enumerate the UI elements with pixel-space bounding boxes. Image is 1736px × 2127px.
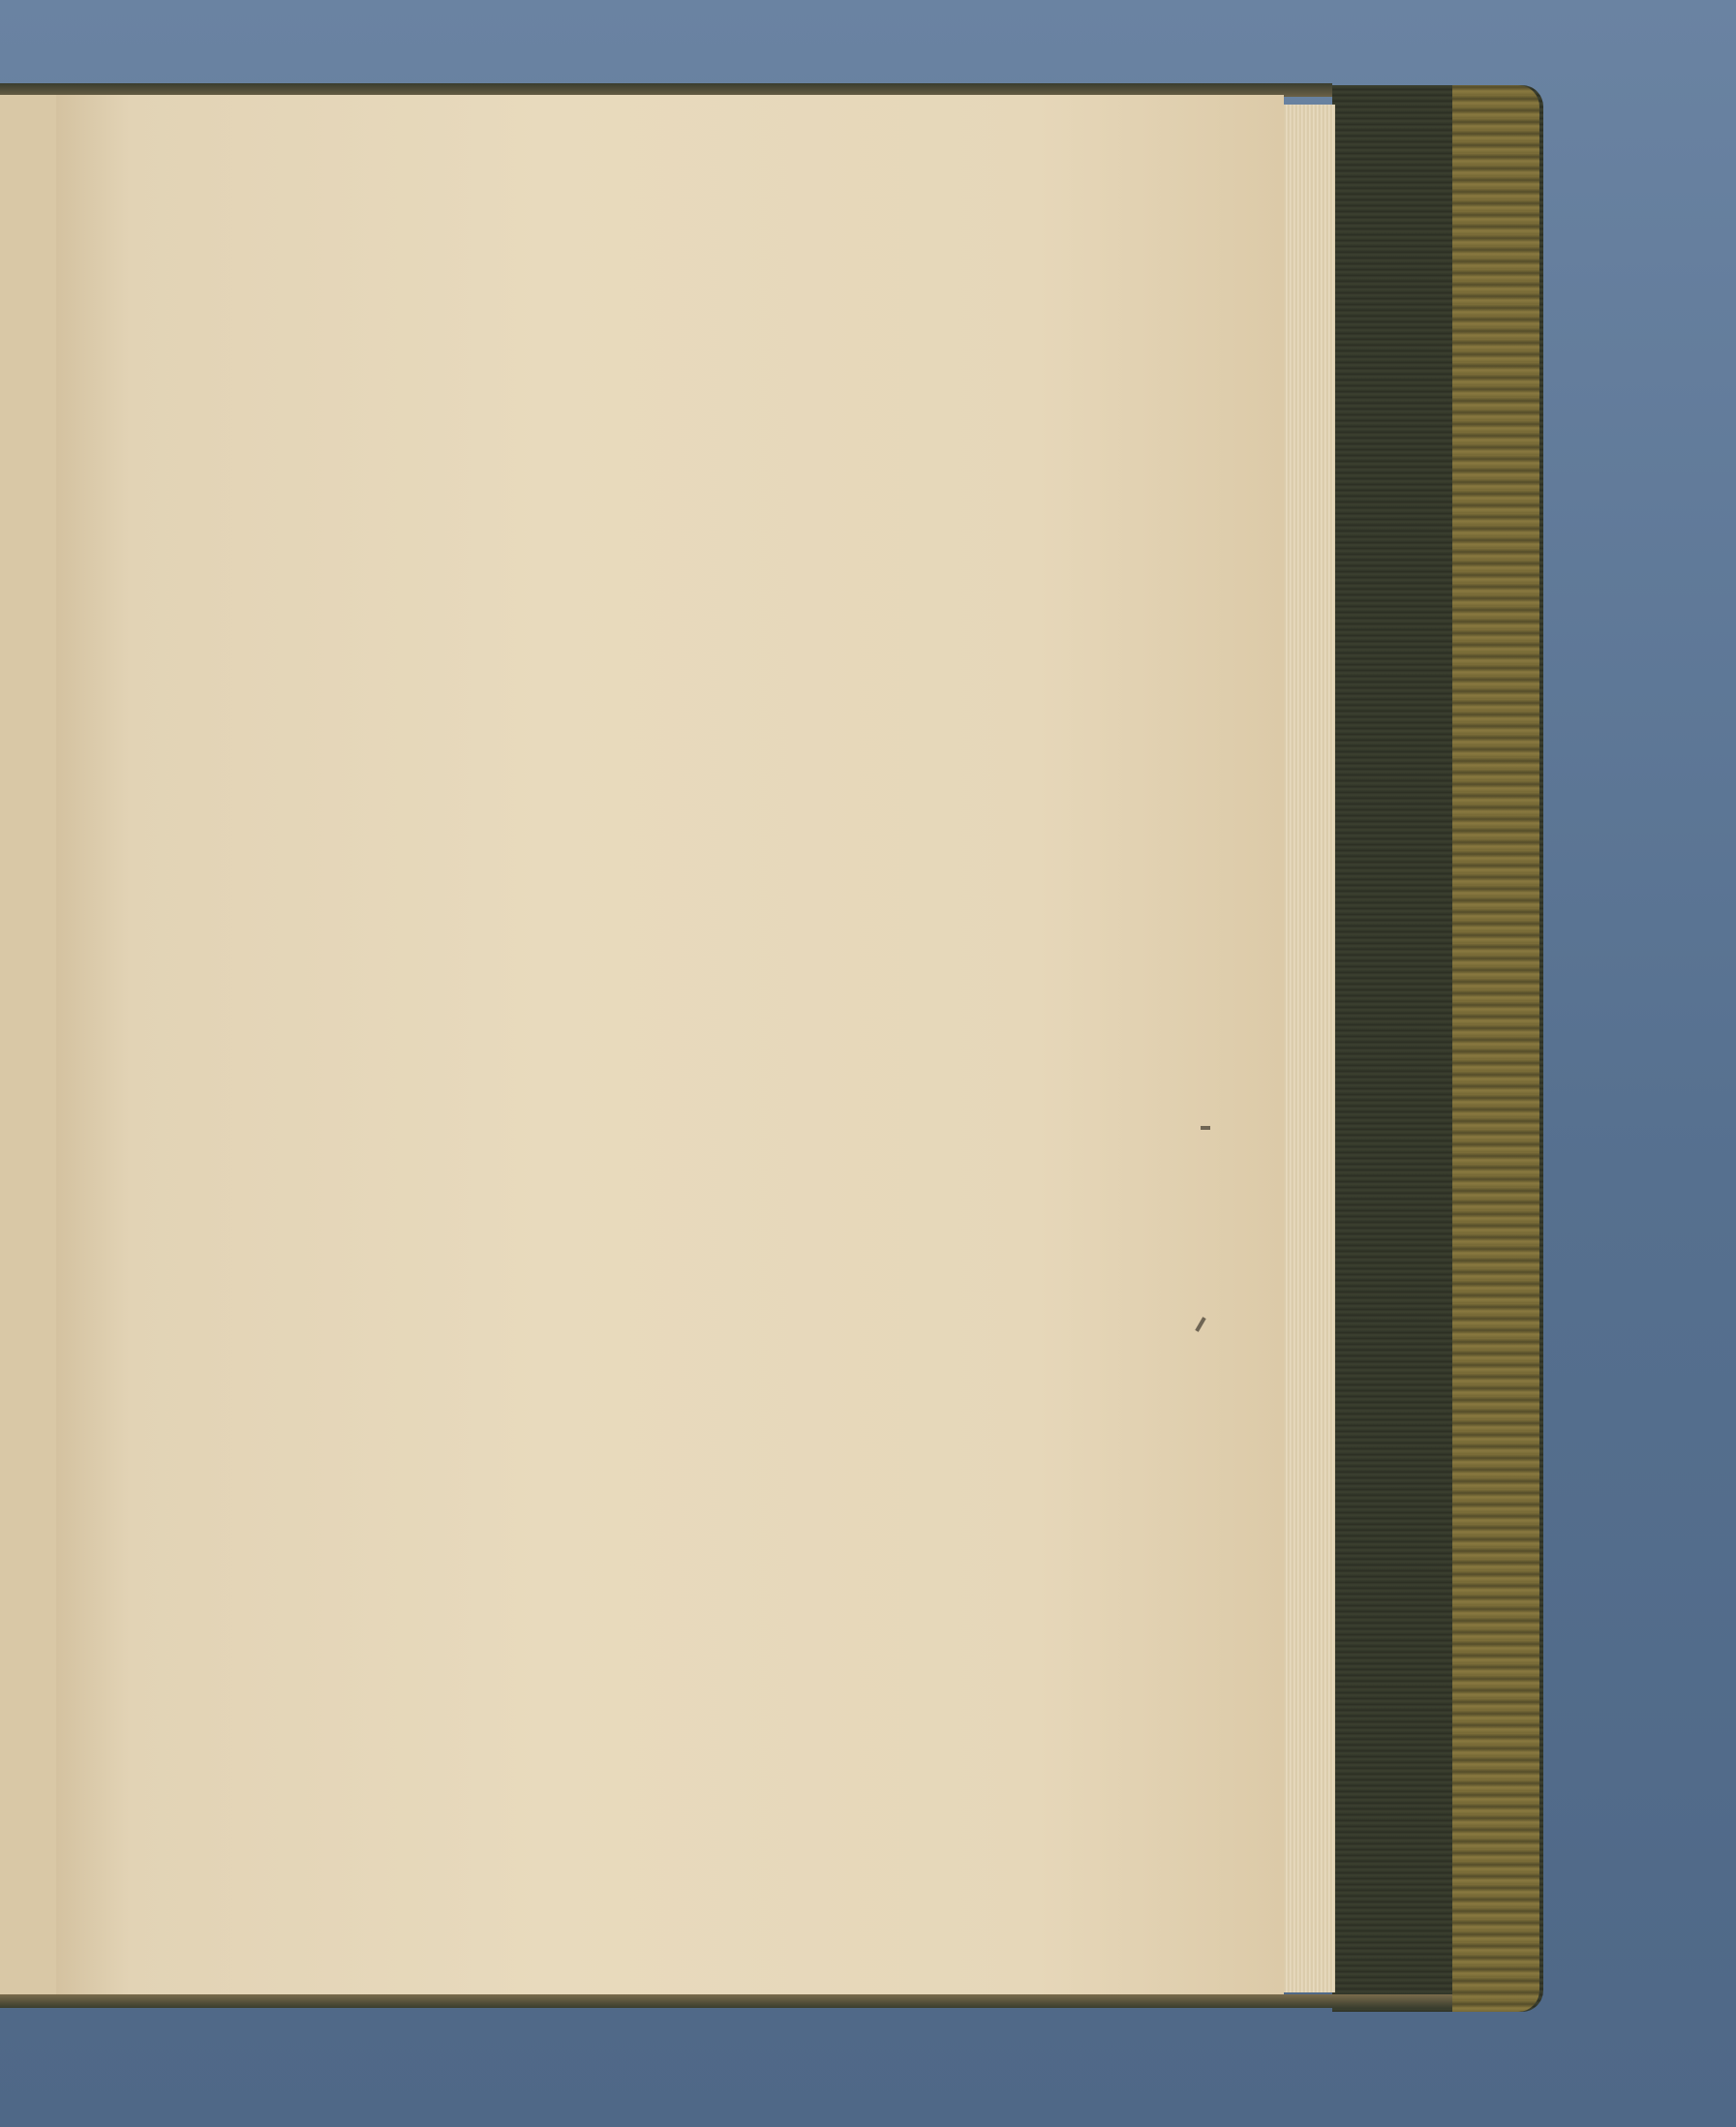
book-page xyxy=(56,95,1284,2004)
pencil-mark xyxy=(1201,1126,1210,1130)
page-stack-edge xyxy=(1276,105,1335,1992)
left-page-edge xyxy=(0,95,58,1997)
running-header xyxy=(105,190,1094,250)
book-cover-spine-edge xyxy=(1452,85,1539,2012)
page-text-block xyxy=(105,190,1094,290)
book-bottom-edge xyxy=(0,1994,1452,2008)
